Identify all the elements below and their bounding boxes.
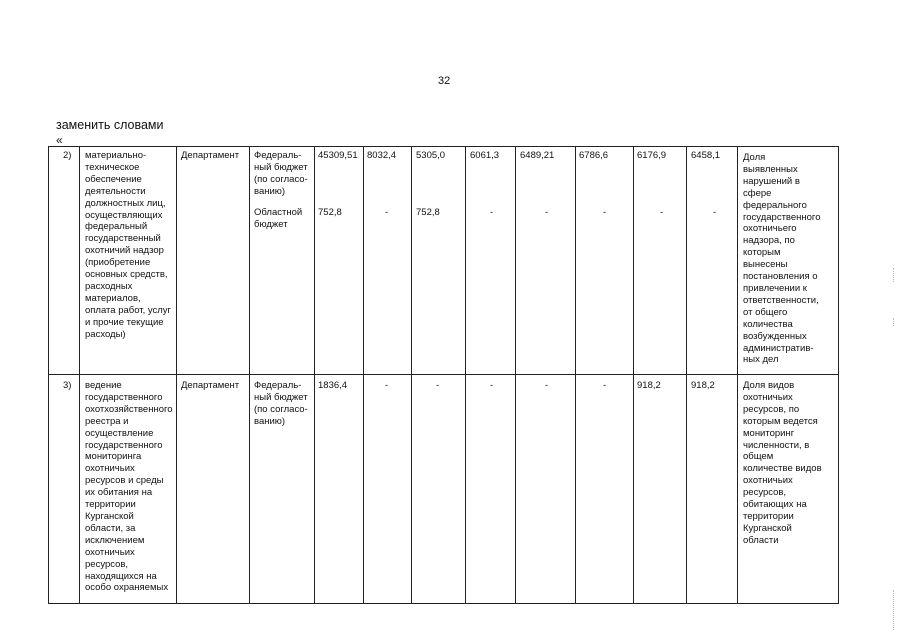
amount-year-regional: -	[660, 207, 664, 218]
amount-year-federal: -	[385, 380, 389, 391]
amount-year-federal: 8032,4	[367, 150, 397, 161]
executor: Департамент	[181, 150, 240, 161]
target-indicator: Доля выявленных нарушений в сфере федерального государственного охотничьего надзора, по которым вынесены постановления о привлечении к ответственности, от общего количества возбужденных административ- ных дел	[743, 152, 821, 366]
page-number: 32	[438, 75, 451, 87]
amount-year-federal: -	[603, 380, 607, 391]
amount-year-federal: 918,2	[637, 380, 661, 391]
amount-year-federal: 5305,0	[416, 150, 446, 161]
amount-year-regional: -	[545, 207, 549, 218]
amount-year-federal: -	[545, 380, 549, 391]
target-indicator: Доля видов охотничьих ресурсов, по которым ведется мониторинг численности, в общем количестве видов охотничьих ресурсов, обитающих на территории Курганской области	[743, 380, 822, 546]
funding-source-regional: Областной бюджет	[254, 207, 303, 230]
activity-description: материально- техническое обеспечение деятельности должностных лиц, осуществляющих федеральный государственный охотничий надзор (приобретение основных средств, расходных материалов, оплата работ, услуг и прочие текущие расходы)	[85, 150, 172, 340]
amount-year-regional: -	[713, 207, 717, 218]
amount-year-federal: 6786,6	[579, 150, 609, 161]
amount-year-federal: -	[490, 380, 494, 391]
amount-year-federal: 6061,3	[470, 150, 500, 161]
amount-year-federal: 6489,21	[520, 150, 555, 161]
amount-total-regional: 752,8	[318, 207, 342, 218]
amount-year-regional: -	[490, 207, 494, 218]
scan-artifact	[893, 268, 894, 282]
row-number: 2)	[63, 150, 72, 161]
scan-artifact	[893, 590, 894, 630]
amount-total-federal: 1836,4	[318, 380, 348, 391]
budget-table	[48, 146, 839, 604]
amount-total-federal: 45309,51	[318, 150, 358, 161]
executor: Департамент	[181, 380, 240, 391]
amount-year-federal: 6458,1	[691, 150, 721, 161]
intro-text: заменить словами	[56, 118, 164, 132]
amount-year-federal: 6176,9	[637, 150, 667, 161]
amount-year-federal: -	[436, 380, 440, 391]
funding-source-federal: Федераль- ный бюджет (по согласо- ванию)	[254, 150, 308, 197]
funding-source-federal: Федераль- ный бюджет (по согласо- ванию)	[254, 380, 308, 427]
amount-year-regional: 752,8	[416, 207, 440, 218]
amount-year-federal: 918,2	[691, 380, 715, 391]
activity-description: ведение государственного охотхозяйственного реестра и осуществление государственного мониторинга охотничьих ресурсов и среды их обитания на территории Курганской области, за исключением охотничьих ресурсов, находящихся на особо охраняемых	[85, 380, 173, 594]
amount-year-regional: -	[603, 207, 607, 218]
scan-artifact	[893, 318, 894, 326]
row-number: 3)	[63, 380, 72, 391]
amount-year-regional: -	[385, 207, 389, 218]
opening-quote: «	[56, 133, 63, 147]
